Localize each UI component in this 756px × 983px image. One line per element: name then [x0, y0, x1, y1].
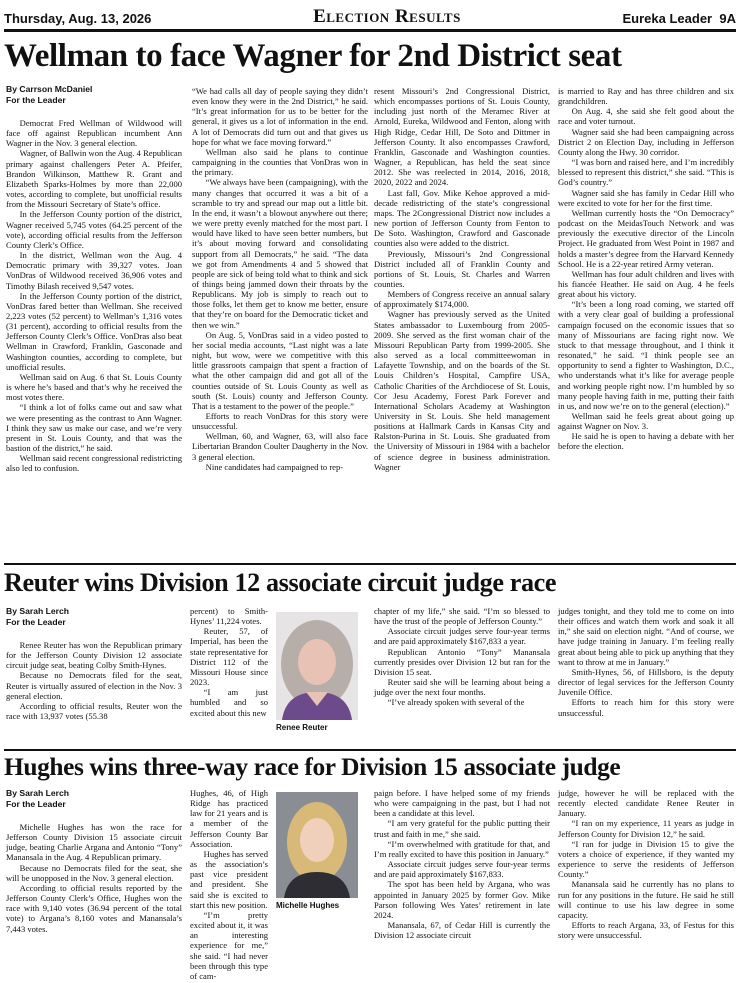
article2-column-1	[6, 640, 182, 744]
article-paragraph: Because no Democrats filed for the seat, Reuter is virtually assured of election in the Nov. 3 general election.	[6, 670, 182, 701]
article-paragraph: Wellman has four adult children and lives with his fiancée Heather. He said on Aug. 4 he feels great about his victory.	[558, 268, 734, 300]
article-paragraph: In the Jefferson County portion of the district, Wagner received 5,745 votes (64.25 percent of the vote), according official results from the Jefferson County Clerk’s Office.	[6, 209, 182, 250]
article1-column-4	[558, 86, 734, 562]
article2-byline-block	[6, 606, 69, 628]
article-paragraph: resent Missouri’s 2nd Congressional District, which encompasses portions of St. Louis County, including just north of the Meramec River at Arnold, Eureka, Wildwood and Fenton, along with High Ridge, Cedar Hill, De Soto and Dittmer in Jefferson County. It also encompasses Crawford, Franklin, Gasconade and Washington counties. Wagner, a Republican, has held the seat since 2012. She was reelected in 2014, 2016, 2018, 2020, 2022 and 2024.	[374, 86, 550, 188]
article-paragraph: He said he is open to having a debate with her before the election.	[558, 431, 734, 452]
article-paragraph: The spot has been held by Argana, who was appointed in January 2025 by former Gov. Mike Parson following Wes Yates’ retirement in late 2024.	[374, 879, 550, 920]
article-paragraph: According to official results, Reuter won the race with 13,937 votes (55.38	[6, 700, 182, 722]
article-paragraph: “I ran for judge in Division 15 to give the voters a choice of experience, if they wanted my experience to serve the residents of Jefferson County.”	[558, 838, 734, 880]
michelle-hughes-photo	[276, 792, 358, 898]
article-paragraph: Smith-Hynes, 56, of Hillsboro, is the deputy director of legal services for the Jefferson County Juvenile Office.	[558, 666, 734, 698]
article2-column-4	[558, 606, 734, 746]
issue-date: Thursday, Aug. 13, 2026	[4, 11, 152, 26]
article-paragraph: Wagner, of Ballwin won the Aug. 4 Republican primary against challengers Peter A. Pfeifer, Brandon Wilkinson, Matthew R. Grant and Elizabeth Sparks-Holmes by more than 22,000 votes, according to complete, but unofficial results from the Missouri Secretary of State’s office.	[6, 148, 182, 210]
article-paragraph: Wagner has previously served as the United States ambassador to Luxembourg from 2005-2009. She served as the first woman chair of the Missouri Republican Party from 1999-2005. She also served as a local committeewoman in Lafayette Township, and on the boards of the St. Louis Children’s Hospital, Campfire USA, Catholic Charities of the Archdiocese of St. Louis, Cor Jesu Academy, Forest Park Forever and International Scholars Academy at Washington University in St. Louis. She held management positions at Hallmark Cards in Kansas City and Ralston-Purina in St. Louis. She graduated from the University of Missouri in 1984 with a bachelor of science degree in business administration. Wagner	[374, 309, 550, 472]
page-number: 9A	[719, 11, 736, 26]
article-paragraph: Nine candidates had campaigned to rep-	[205, 461, 344, 472]
article-paragraph: Associate circuit judges serve four-year terms and are paid approximately $167,833 a year.	[374, 626, 550, 647]
article-paragraph: Hughes, 46, of High Ridge has practiced law for 21 years and is a member of the Jefferson County Bar Association.	[190, 788, 268, 849]
article-paragraph: In the district, Wellman won the Aug. 4 Democratic primary with 39,327 votes. Joan VonDras of Wildwood received 36,906 votes and Timothy Bilash received 9,547 votes.	[6, 250, 182, 291]
article-paragraph: On Aug. 5, VonDras said in a video posted to her social media accounts, “Last night was a late night, but wow, were we competitive with this little grassroots campaign that spent a fraction of what the other campaign did and got all of the counties outside of St. Louis County as well as south (St. Louis) county and Jefferson County. That is a testament to the power of the people.”	[192, 329, 368, 411]
article-paragraph: paign before. I have helped some of my friends who were campaigning in the past, but I had not been a candidate at this level.	[374, 788, 550, 819]
article-paragraph: Efforts to reach VonDras for this story were unsuccessful.	[192, 411, 368, 432]
article-paragraph: “We always have been (campaigning), with the many changes that occurred it was a bit of a scramble to try and spread our map out a little bit. In the end, it wasn’t a blowout anywhere out there; we were pretty evenly matched for the most part. I would have liked to have seen better numbers, but it’s about moving forward and consolidating support from all Democrats,” he said. “The data we got from Amendments 4 and 5 showed that people are sick of being told what to think and sick of things being jammed down their throats by the Republicans. My job is simply to reach out to those folks, let them get to know me better, ensure that they’re on board for the Democratic ticket and then we win.”	[192, 177, 368, 330]
article-paragraph: Wellman said recent congressional redistricting also led to confusion.	[6, 453, 182, 474]
article-paragraph: In the Jefferson County portion of the district, VonDras fared better than Wellman. She received 2,223 votes (52 percent) to Wellman’s 1,316 votes (31 percent), according to official results from the Jefferson County Clerk’s Office. VonDras also beat Wellman in Crawford, Franklin, Gasconade and Washington counties, according to complete, but unofficial results.	[6, 290, 182, 372]
article-paragraph: Manansala, 67, of Cedar Hill is currently the Division 12 associate circuit	[374, 920, 550, 941]
page-header	[4, 8, 736, 32]
article-paragraph: Wellman currently hosts the “On Democracy” podcast on the MeidasTouch Network and was previously the executive director of the Lincoln Project. He graduated from West Point in 1987 and holds a master’s degree from the Harvard Kennedy School. He is a 22-year retired Army veteran.	[558, 207, 734, 269]
article-paragraph: Efforts to reach Argana, 33, of Festus for this story were unsuccessful.	[558, 920, 734, 941]
article3-column-2	[190, 788, 268, 981]
article1-column-3	[374, 86, 550, 562]
article-paragraph: Last fall, Gov. Mike Kehoe approved a mid-decade redistricting of the state’s congressional maps. The 2Congressional District now includes a new portion of Jefferson County from Fenton to De Soto. Washington, Crawford and Gasconade counties also were added to the district.	[374, 187, 550, 249]
article1-divider	[4, 563, 736, 565]
article-paragraph: chapter of my life,” she said. “I’m so blessed to have the trust of the people of Jefferson County.”	[374, 606, 550, 627]
renee-reuter-caption: Renee Reuter	[276, 723, 328, 732]
article-paragraph: Reuter said she will be learning about being a judge over the next four months.	[374, 677, 550, 698]
article1-headline: Wellman to face Wagner for 2nd District seat	[4, 38, 622, 74]
article-paragraph: Michelle Hughes has won the race for Jefferson County Division 15 associate circuit judge, beating Charlie Argana and Antonio “Tony” Manansala in the Aug. 4 Republican primary.	[6, 822, 182, 863]
article3-byline-block	[6, 788, 69, 810]
article-paragraph: Renee Reuter has won the Republican primary for the Jefferson County Division 12 associate circuit judge seat, beating Colby Smith-Hynes.	[6, 640, 182, 671]
article-paragraph: “I am just humbled and so excited about this new	[190, 687, 268, 718]
article3-column-3	[374, 788, 550, 972]
article3-column-1	[6, 822, 182, 972]
article-paragraph: percent) to Smith-Hynes’ 11,224 votes.	[190, 606, 268, 627]
article-paragraph: Because no Democrats filed for the seat, she will be unopposed in the Nov. 3 general election.	[6, 862, 182, 883]
article-paragraph: Republican Antonio “Tony” Manansala currently presides over Division 12 but ran for the Division 15 seat.	[374, 646, 550, 677]
article3-byline: By Sarah Lerch	[6, 788, 70, 798]
article1-byline-org: For the Leader	[6, 95, 66, 105]
section-title: Election Results	[313, 6, 461, 27]
article-paragraph: “I’m overwhelmed with gratitude for that, and I’m really excited to have this position in January.”	[374, 838, 550, 859]
article1-byline-block	[6, 84, 92, 106]
article2-headline: Reuter wins Division 12 associate circuit judge race	[4, 568, 557, 597]
article-paragraph: Reuter, 57, of Imperial, has been the state representative for District 112 of the Missouri House since 2023.	[190, 626, 268, 688]
article-paragraph: Hughes has served as the association’s past vice president and president. She said she is excited to start this new position.	[190, 848, 268, 910]
article-paragraph: Democrat Fred Wellman of Wildwood will face off against Republican incumbent Ann Wagner in the Nov. 3 general election.	[6, 118, 182, 149]
article-paragraph: Wagner said she has family in Cedar Hill who were excited to vote for her for the first time.	[558, 187, 734, 208]
article3-byline-org: For the Leader	[6, 799, 66, 809]
article-paragraph: “It’s been a long road coming, we started off with a very clear goal of building a professional campaign focused on the economic issues that so many of Missourians are facing right now. We stuck to that message throughout, and I think it resonated,” he said. “I think people see an opportunity to send a fighter to Washington, D.C., who understands what it’s like for average people and working people right now. I’m humbled by so many people having faith in me, putting their faith in us, and now we’re on to the general (election).”	[558, 299, 734, 411]
article2-column-2	[190, 606, 268, 746]
article2-column-3	[374, 606, 550, 746]
article2-byline: By Sarah Lerch	[6, 606, 70, 616]
article-paragraph: Associate circuit judges serve four-year terms and are paid approximately $167,833.	[374, 859, 550, 880]
article3-column-4	[558, 788, 734, 972]
article-paragraph: Wellman said on Aug. 6 that St. Louis County is where he’s based and that’s why he received the most votes there.	[6, 371, 182, 403]
article-paragraph: Wellman also said he plans to continue campaigning in the counties that VonDras won in the primary.	[192, 146, 368, 178]
article-paragraph: “I am very grateful for the public putting their trust and faith in me,” she said.	[374, 818, 550, 839]
article1-column-2	[192, 86, 368, 562]
michelle-hughes-caption: Michelle Hughes	[276, 901, 340, 910]
article-paragraph: “We had calls all day of people saying they didn’t even know they were in the 2nd District,” he said. “It’s great information for us to be better for the general, it gives us a lot of information in the end. A lot of Democrats did turn out and that gives us hope for what we face moving forward.”	[192, 86, 368, 147]
article1-byline: By Carrson McDaniel	[6, 84, 93, 94]
article-paragraph: is married to Ray and has three children and six grandchildren.	[558, 86, 734, 107]
article-paragraph: “I was born and raised here, and I’m incredibly blessed to represent this district,” she said. “This is God’s country.”	[558, 157, 734, 188]
article-paragraph: Wellman, 60, and Wagner, 63, will also face Libertarian Brandon Coulter Daugherty in the Nov. 3 general election.	[192, 431, 368, 462]
paper-name: Eureka Leader	[622, 11, 713, 26]
article-paragraph: According to official results reported by the Jefferson County Clerk’s Office, Hughes won the race with 9,140 votes (36.94 percent of the total vote) to Argana’s 8,160 votes and Manansala’s 7,443 votes.	[6, 882, 182, 934]
article-paragraph: On Aug. 4, she said she felt good about the race and voter turnout.	[558, 106, 734, 127]
article3-headline: Hughes wins three-way race for Division 15 associate judge	[4, 753, 621, 781]
paper-and-page	[623, 11, 736, 29]
article-paragraph: “I’m pretty excited about it, it was an interesting experience for me,” she said. “I had never been through this type of cam-	[190, 909, 268, 981]
article-paragraph: judges tonight, and they told me to come on into their offices and watch them work and soak it all in,” she said on election night. “And of course, we have judge training in January. I’m feeling really great about being able to pick up anything that they want to throw at me in January.”	[558, 606, 734, 667]
article-paragraph: “I’ve already spoken with several of the	[387, 697, 525, 708]
renee-reuter-photo	[276, 612, 358, 720]
article-paragraph: Efforts to reach him for this story were unsuccessful.	[558, 697, 734, 718]
article-paragraph: “I think a lot of folks came out and saw what we were presenting as the contrast to Ann Wagner. I think they saw us make our case, and we’re very present in St. Louis County, and that was the bastion of the district,” he said.	[6, 402, 182, 453]
article-paragraph: Members of Congress receive an annual salary of approximately $174,000.	[374, 289, 550, 310]
article-paragraph: Manansala said he currently has no plans to run for any positions in the future. He said he still will continue to use his law degree in some capacity.	[558, 879, 734, 920]
article-paragraph: Previously, Missouri’s 2nd Congressional District included all of Franklin County and portions of St. Louis, St. Charles and Warren counties.	[374, 248, 550, 289]
article-paragraph: Wellman said he feels great about going up against Wagner on Nov. 3.	[558, 411, 734, 432]
article-paragraph: judge, however he will be replaced with the recently elected candidate Renee Reuter in January.	[558, 788, 734, 819]
article-paragraph: “I ran on my experience, 11 years as judge in Jefferson County for Division 12,” he said.	[558, 818, 734, 839]
article-paragraph: Wagner said she had been campaigning across District 2 on Election Day, including in Jefferson County along the Hwy. 30 corridor.	[558, 126, 734, 157]
article1-column-1	[6, 118, 182, 562]
article2-byline-org: For the Leader	[6, 617, 66, 627]
